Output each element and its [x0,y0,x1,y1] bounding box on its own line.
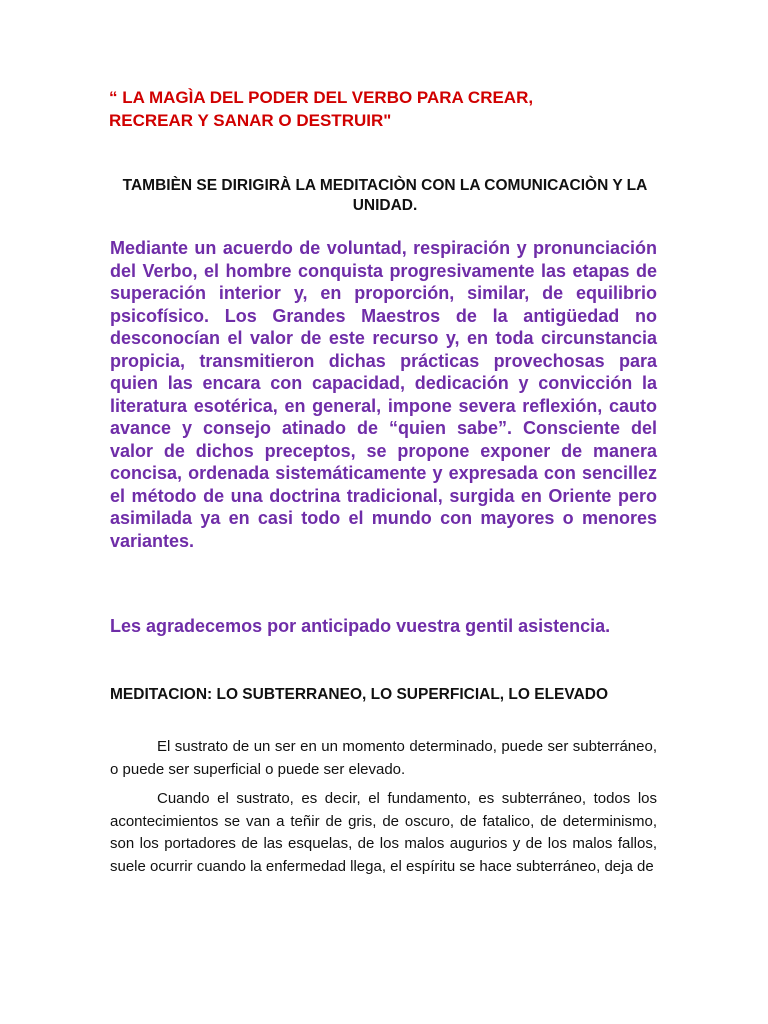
body-paragraph-2: Cuando el sustrato, es decir, el fundamento, es subterráneo, todos los acontecimientos se van a teñir de gris, de oscuro, de fatalico, de determinismo, son los portadores de las esquelas, de los malos augurios y de los malos fallos, suele ocurrir cuando la enfermedad llega, el espíritu se hace subterráneo, deja de [110,790,657,875]
title-line-1: “ LA MAGÌA DEL PODER DEL VERBO PARA CREAR, [109,88,534,107]
purple-paragraph-thanks: Les agradecemos por anticipado vuestra gentil asistencia. [110,616,611,636]
title-line-2: RECREAR Y SANAR O DESTRUIR" [109,111,392,130]
body-paragraph-1: El sustrato de un ser en un momento determinado, puede ser subterráneo, o puede ser superficial o puede ser elevado. [110,738,657,778]
document-title [109,86,669,132]
section-heading: MEDITACION: LO SUBTERRANEO, LO SUPERFICIAL, LO ELEVADO [110,686,609,703]
purple-paragraph-intro: Mediante un acuerdo de voluntad, respiración y pronunciación del Verbo, el hombre conquista progresivamente las etapas de superación interior y, en proporción, similar, de equilibrio psicofísico. Los Grandes Maestros de la antigüedad no desconocían el valor de este recurso y, en toda circunstancia propicia, transmitieron dichas prácticas provechosas para quien las encara con capacidad, dedicación y convicción la literatura esotérica, en general, impone severa reflexión, cauto avance y consejo atinado de “quien sabe”. Consciente del valor de dichos preceptos, se propone exponer de manera concisa, ordenada sistemáticamente y expresada con sencillez el método de una doctrina tradicional, surgida en Oriente pero asimilada ya en casi todo el mundo con mayores o menores variantes. [110,238,657,551]
subtitle: TAMBIÈN SE DIRIGIRÀ LA MEDITACIÒN CON LA COMUNICACIÒN Y LA UNIDAD. [122,177,648,214]
